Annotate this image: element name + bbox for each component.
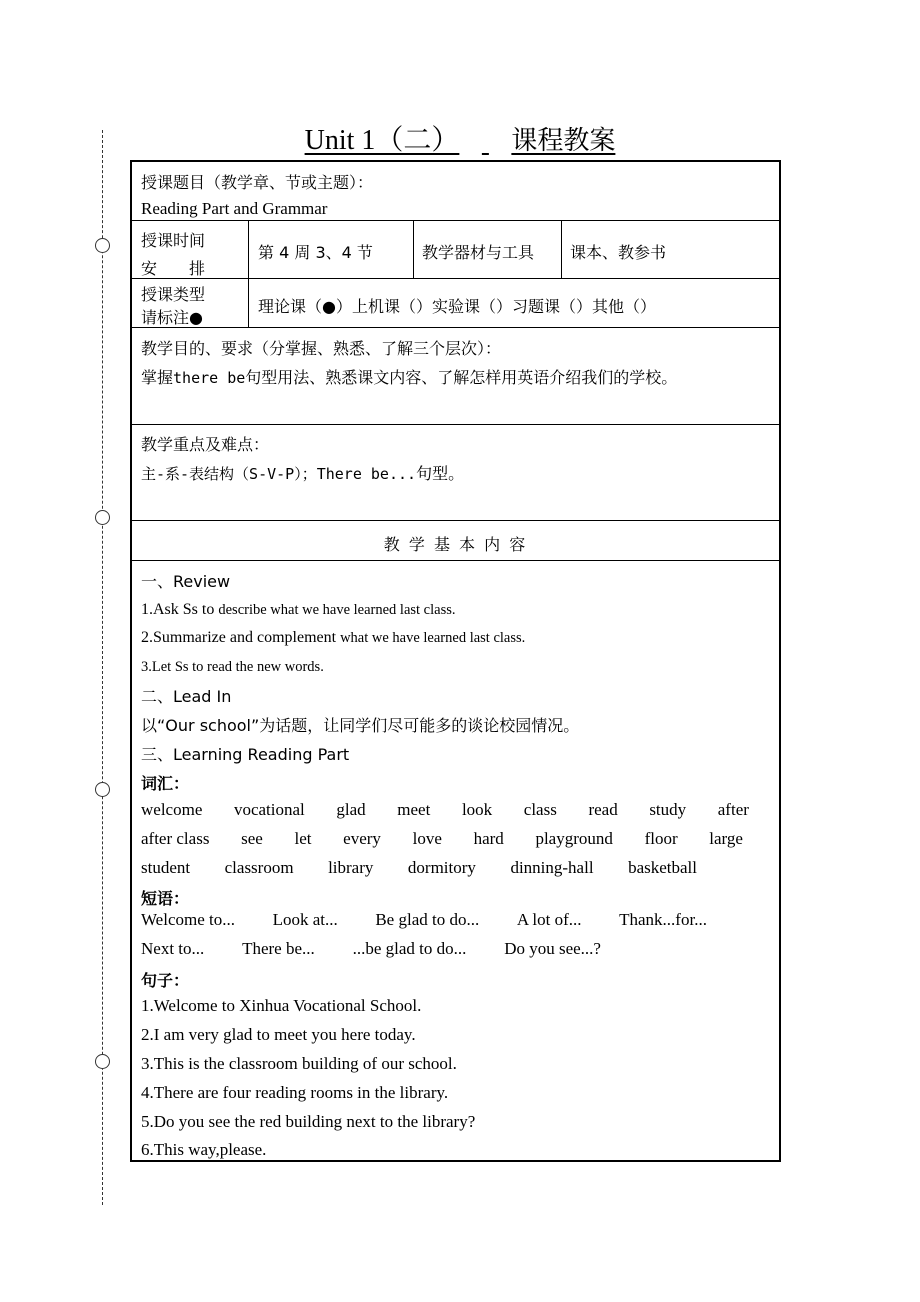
content-heading: 教 学 基 本 内 容 (383, 535, 528, 554)
keypoints-text (141, 461, 464, 484)
phrase-row (141, 910, 707, 930)
review-item-1: 1.Ask Ss to describe what we have learned last class. (141, 601, 456, 618)
objectives-suffix: 句型用法、熟悉课文内容、了解怎样用英语介绍我们的学校。 (245, 368, 678, 387)
objectives-text (141, 365, 677, 388)
keypoints-label: 教学重点及难点： (141, 435, 270, 454)
phrase-item: Next to... (141, 939, 205, 958)
vocab-word: floor (644, 829, 678, 848)
row-divider (132, 220, 779, 221)
objectives-code: there be (173, 369, 246, 387)
vocab-word: dormitory (407, 858, 476, 877)
time-label-1: 授课时间 (141, 231, 206, 250)
materials-value: 课本、教参书 (570, 243, 667, 262)
row-divider (132, 560, 779, 561)
binding-hole-icon (95, 1054, 110, 1069)
review-item-2: 2.Summarize and complement what we have learned last class. (141, 629, 526, 646)
vocab-word: class (523, 800, 557, 819)
review-item-3: 3.Let Ss to read the new words. (141, 659, 324, 675)
learning-heading: 三、Learning Reading Part (141, 745, 350, 764)
vocab-word: student (141, 858, 191, 877)
row-divider (132, 278, 779, 279)
vocab-row (141, 829, 743, 849)
vocab-row (141, 800, 749, 820)
phrase-item: Be glad to do... (375, 910, 480, 929)
sentence-item: 6.This way,please. (141, 1140, 267, 1159)
type-label-2: 请标注● (141, 308, 203, 327)
phrase-item: Do you see...? (504, 939, 601, 958)
vocab-word: vocational (233, 800, 305, 819)
vocab-word: large (709, 829, 743, 848)
col-divider (248, 220, 249, 327)
vocab-word: read (588, 800, 618, 819)
objectives-label: 教学目的、要求（分掌握、熟悉、了解三个层次）： (141, 339, 502, 358)
row-divider (132, 327, 779, 328)
type-label-1: 授课类型 (141, 285, 206, 304)
vocab-word: dinning-hall (510, 858, 594, 877)
vocab-word: welcome (141, 800, 203, 819)
sentence-label: 句子： (141, 971, 190, 990)
col-divider (413, 220, 414, 278)
topic-label: 授课题目（教学章、节或主题）： (141, 173, 374, 192)
vocab-word: love (412, 829, 442, 848)
phrase-item: Welcome to... (141, 910, 235, 929)
sentence-item: 2.I am very glad to meet you here today. (141, 1025, 416, 1044)
vocab-word: see (241, 829, 263, 848)
vocab-word: basketball (628, 858, 697, 877)
keypoints-prefix: 主-系-表结构（S-V-P）；There be... (141, 465, 417, 483)
phrase-item: There be... (242, 939, 315, 958)
materials-label: 教学器材与工具 (422, 243, 535, 262)
phrase-item: Thank...for... (619, 910, 707, 929)
row-divider (132, 424, 779, 425)
vocab-word: playground (535, 829, 613, 848)
title-main: Unit 1（二） (304, 125, 460, 156)
phrase-item: A lot of... (516, 910, 582, 929)
lead-in-heading: 二、Lead In (141, 687, 232, 706)
phrase-item: Look at... (272, 910, 338, 929)
vocab-label: 词汇： (141, 774, 190, 793)
sentence-item: 3.This is the classroom building of our school. (141, 1054, 457, 1073)
binding-hole-icon (95, 782, 110, 797)
lead-in-text: 以“Our school”为话题，让同学们尽可能多的谈论校园情况。 (141, 716, 580, 735)
lesson-plan-table (130, 160, 781, 1162)
time-value: 第 4 周 3、4 节 (258, 243, 373, 262)
objectives-prefix: 掌握 (141, 368, 174, 387)
vocab-word: hard (473, 829, 504, 848)
type-value: 理论课（●）上机课（）实验课（）习题课（）其他（） (258, 297, 656, 316)
time-label-2: 安 排 (141, 259, 206, 278)
binding-hole-icon (95, 510, 110, 525)
vocab-word: meet (397, 800, 431, 819)
vocab-row (141, 858, 697, 878)
vocab-word: after (717, 800, 749, 819)
col-divider (561, 220, 562, 278)
sentence-item: 1.Welcome to Xinhua Vocational School. (141, 996, 422, 1015)
vocab-word: let (294, 829, 312, 848)
page-title (0, 118, 920, 158)
topic-value: Reading Part and Grammar (141, 199, 328, 218)
vocab-word: after class (141, 829, 210, 848)
review-heading: 一、Review (141, 572, 231, 591)
vocab-word: look (461, 800, 493, 819)
vocab-word: library (328, 858, 374, 877)
binding-margin-line (102, 130, 103, 1205)
vocab-word: every (343, 829, 381, 848)
phrase-row (141, 939, 601, 959)
title-suffix: 课程教案 (511, 126, 616, 156)
title-gap (459, 125, 511, 157)
sentence-item: 4.There are four reading rooms in the library. (141, 1083, 449, 1102)
row-divider (132, 520, 779, 521)
sentence-item: 5.Do you see the red building next to the library? (141, 1112, 476, 1131)
binding-hole-icon (95, 238, 110, 253)
phrase-item: ...be glad to do... (352, 939, 467, 958)
vocab-word: classroom (224, 858, 294, 877)
vocab-word: study (649, 800, 687, 819)
keypoints-suffix: 句型。 (416, 464, 465, 483)
vocab-word: glad (336, 800, 366, 819)
phrase-label: 短语： (141, 889, 190, 908)
